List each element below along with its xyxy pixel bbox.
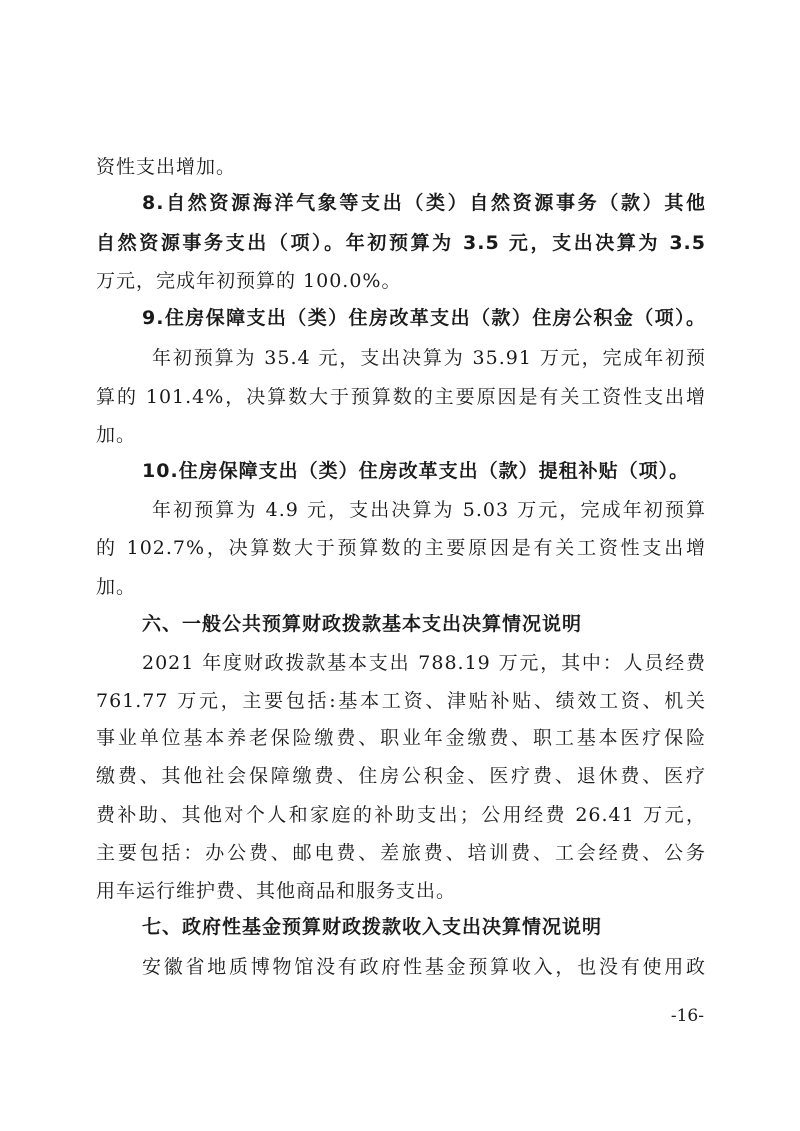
line-16: 缴费、其他社会保障缴费、住房公积金、医疗费、退休费、医疗 xyxy=(96,765,706,787)
line-17: 费补助、其他对个人和家庭的补助支出；公用经费 26.41 万元， xyxy=(96,804,706,826)
line-6: 算的 101.4%，决算数大于预算数的主要原因是有关工资性支出增 xyxy=(96,386,706,408)
line-19: 用车运行维护费、其他商品和服务支出。 xyxy=(96,880,457,902)
line-10: 的 102.7%，决算数大于预算数的主要原因是有关工资性支出增 xyxy=(96,537,706,559)
line-3: 万元，完成年初预算的 100.0%。 xyxy=(96,270,402,292)
page-number: -16- xyxy=(670,1006,704,1026)
line-11: 加。 xyxy=(96,576,137,598)
line-9: 年初预算为 4.9 元，支出决算为 5.03 万元，完成年初预算 xyxy=(152,499,706,521)
line-0: 资性支出增加。 xyxy=(96,156,237,178)
line-13: 2021 年度财政拨款基本支出 788.19 万元，其中：人员经费 xyxy=(142,652,706,674)
line-4: 9.住房保障支出（类）住房改革支出（款）住房公积金（项）。 xyxy=(142,307,706,329)
line-8: 10.住房保障支出（类）住房改革支出（款）提租补贴（项）。 xyxy=(142,460,690,482)
line-21: 安徽省地质博物馆没有政府性基金预算收入，也没有使用政 xyxy=(142,956,706,978)
line-12: 六、一般公共预算财政拨款基本支出决算情况说明 xyxy=(142,613,583,635)
line-14: 761.77 万元，主要包括:基本工资、津贴补贴、绩效工资、机关 xyxy=(96,690,706,712)
line-2: 自然资源事务支出（项）。年初预算为 3.5 元，支出决算为 3.5 xyxy=(96,232,706,254)
line-15: 事业单位基本养老保险缴费、职业年金缴费、职工基本医疗保险 xyxy=(96,727,706,749)
line-20: 七、政府性基金预算财政拨款收入支出决算情况说明 xyxy=(142,916,603,938)
line-5: 年初预算为 35.4 元，支出决算为 35.91 万元，完成年初预 xyxy=(152,347,706,369)
line-7: 加。 xyxy=(96,424,137,446)
line-1: 8.自然资源海洋气象等支出（类）自然资源事务（款）其他 xyxy=(142,192,706,214)
line-18: 主要包括：办公费、邮电费、差旅费、培训费、工会经费、公务 xyxy=(96,842,706,864)
